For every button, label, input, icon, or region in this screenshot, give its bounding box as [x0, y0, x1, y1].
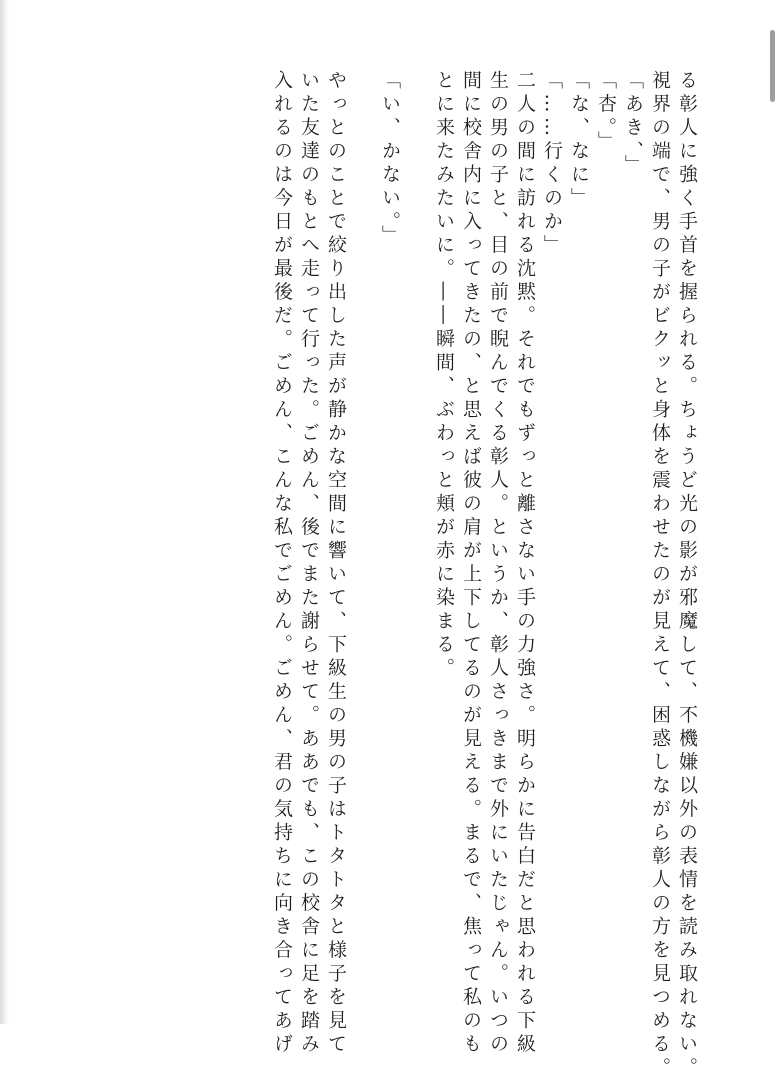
- text-line: 視界の端で、男の子がビクッと身体を震わせたのが見えて、困惑しながら彰人の方を見つめる。: [649, 70, 671, 1081]
- text-line: 入れるのは今日が最後だ。ごめん、こんな私でごめん。ごめん、君の気持ちに向き合ってあげ: [271, 70, 293, 1057]
- text-line: る彰人に強く手首を握られる。ちょうど光の影が邪魔して、不機嫌以外の表情を読み取れない。: [676, 70, 698, 1081]
- dialogue-line: 「い、かない。」: [379, 70, 401, 249]
- page-edge-shadow: [0, 0, 10, 1024]
- dialogue-line: 「あき、」: [622, 70, 644, 178]
- dialogue-line: 「杏。」: [595, 70, 617, 155]
- scrollbar[interactable]: [770, 30, 775, 102]
- text-line: 二人の間に訪れる沈黙。それでもずっと離さない手の力強さ。明らかに告白だと思われる下級: [514, 70, 536, 1057]
- text-line: 間に校舎内に入ってきたの、と思えば彼の肩が上下してるのが見える。まるで、焦って私のも: [460, 70, 482, 1057]
- text-line: やっとのことで絞り出した声が静かな空間に響いて、下級生の男の子はトタトタと様子を見て: [325, 70, 347, 1057]
- blank-line: [349, 70, 376, 970]
- dialogue-line: 「な、なに」: [568, 70, 590, 211]
- text-line: 生の男の子と、目の前で睨んでくる彰人。というか、彰人さっきまで外にいたじゃん。いつの: [487, 70, 509, 1057]
- dialogue-line: 「……行くのか」: [541, 70, 563, 258]
- vertical-text-body: [110, 70, 700, 1081]
- blank-line: [403, 70, 430, 970]
- text-line: とに来たみたいに。――瞬間、ぶわっと頬が赤に染まる。: [433, 70, 455, 681]
- text-line: いた友達のもとへ走って行った。ごめん、後でまた謝らせて。ああでも、この校舎に足を踏み: [298, 70, 320, 1057]
